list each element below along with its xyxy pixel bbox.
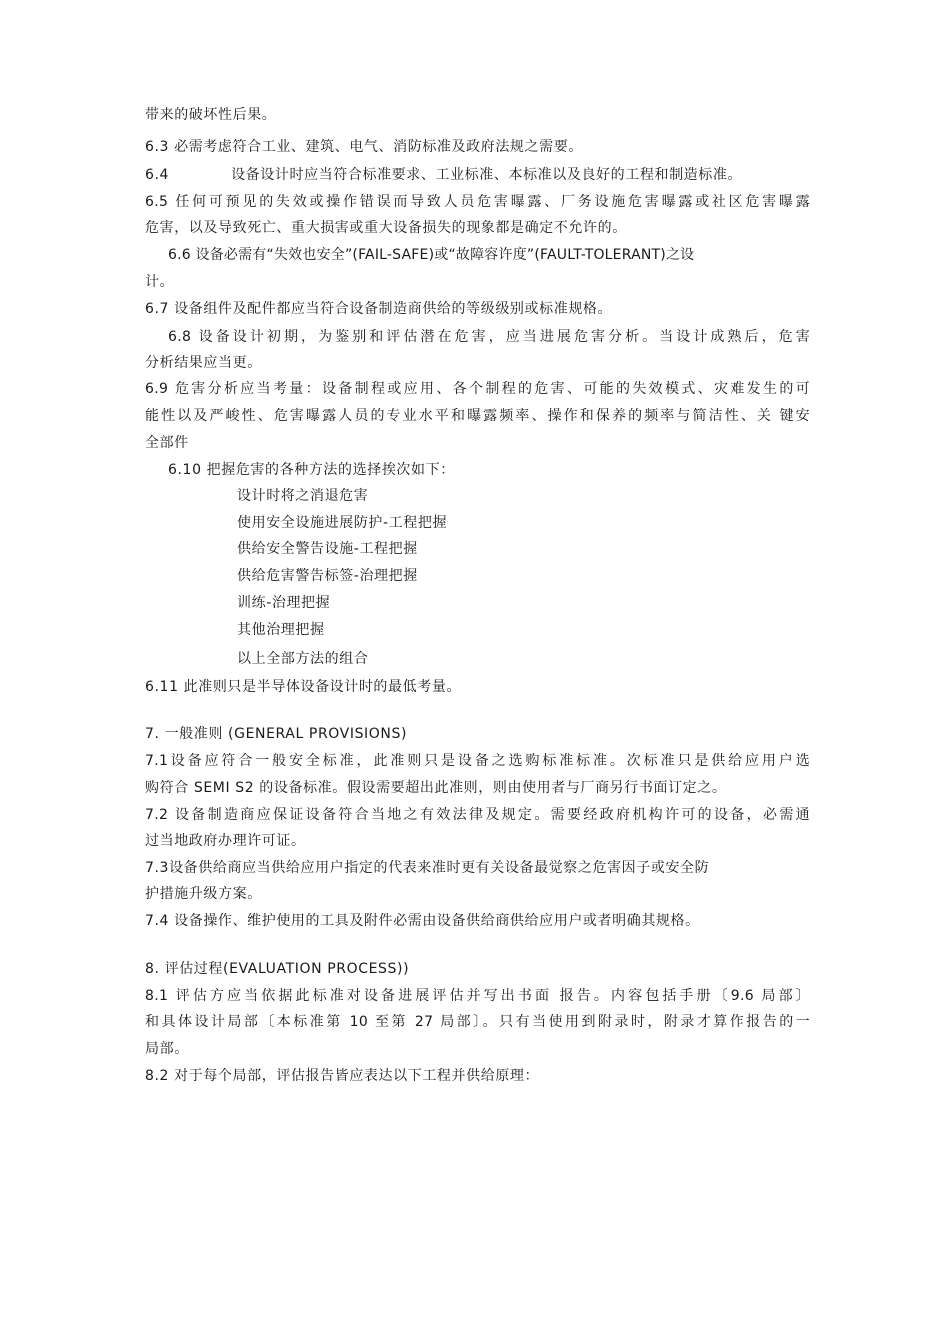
clause-6-11: 6.11 此准则只是半导体设备设计时的最低考量。 [145, 679, 462, 695]
clause-6-5: 6.5 任何可预见的失效或操作错误而导致人员危害曝露、厂务设施危害曝露或社区危害曝露 [145, 194, 810, 210]
clause-6-6: 6.6 设备必需有“失效也安全”(FAIL-SAFE)或“故障容许度”(FAULT-TOLERANT)之设 [168, 247, 695, 263]
clause-7-4: 7.4 设备操作、维护使用的工具及附件必需由设备供给商供给应用户或者明确其规格。 [145, 913, 700, 929]
text-line: 和具体设计局部〔本标准第 10 至第 27 局部〕。只有当使用到附录时，附录才算作报告的一 [145, 1014, 810, 1030]
text-line: 能性以及严峻性、危害曝露人员的专业水平和曝露频率、操作和保养的频率与简洁性、关 键安 [145, 408, 810, 424]
clause-6-7: 6.7 设备组件及配件都应当符合设备制造商供给的等级级别或标准规格。 [145, 301, 613, 317]
clause-7-1: 7.1设备应符合一般安全标准，此准则只是设备之选购标准标准。次标准只是供给应用户选 [145, 753, 810, 769]
text-line: 全部件 [145, 435, 189, 451]
clause-7-2: 7.2 设备制造商应保证设备符合当地之有效法律及规定。需要经政府机构许可的设备，必需通 [145, 807, 810, 823]
clause-8-2: 8.2 对于每个局部，评估报告皆应表达以下工程并供给原理： [145, 1068, 540, 1084]
text-line: 护措施升级方案。 [145, 886, 262, 902]
text-line: 局部。 [145, 1041, 189, 1057]
text-line: 计。 [145, 274, 175, 290]
list-item: 设计时将之消退危害 [237, 488, 369, 504]
clause-6-8: 6.8 设备设计初期，为鉴别和评估潜在危害，应当进展危害分析。当设计成熟后，危害 [168, 329, 810, 345]
list-item: 其他治理把握 [237, 622, 325, 638]
list-item: 供给安全警告设施-工程把握 [237, 541, 418, 557]
list-item: 使用安全设施进展防护-工程把握 [237, 515, 448, 531]
clause-8-1: 8.1 评估方应当依据此标准对设备进展评估并写出书面 报告。内容包括手册〔9.6 局部〕 [145, 988, 810, 1004]
text-line: 过当地政府办理许可证。 [145, 833, 306, 849]
clause-6-10: 6.10 把握危害的各种方法的选择挨次如下： [168, 462, 455, 478]
text-line: 分析结果应当更。 [145, 355, 262, 371]
list-item: 以上全部方法的组合 [237, 651, 369, 667]
clause-7-3: 7.3设备供给商应当供给应用户指定的代表来准时更有关设备最觉察之危害因子或安全防 [145, 860, 710, 876]
clause-text: 设备设计时应当符合标准要求、工业标准、本标准以及良好的工程和制造标准。 [231, 167, 743, 183]
clause-6-9: 6.9 危害分析应当考量：设备制程或应用、各个制程的危害、可能的失效模式、灾难发生的可 [145, 381, 810, 397]
list-item: 训练-治理把握 [237, 595, 331, 611]
clause-number: 6.4 [145, 167, 170, 183]
section-heading-7: 7. 一般准则 (GENERAL PROVISIONS) [145, 726, 408, 742]
text-line: 带来的破坏性后果。 [145, 107, 277, 123]
text-line: 危害，以及导致死亡、重大损害或重大设备损失的现象都是确定不允许的。 [145, 220, 627, 236]
section-heading-8: 8. 评估过程(EVALUATION PROCESS)) [145, 961, 410, 977]
clause-6-3: 6.3 必需考虑符合工业、建筑、电气、消防标准及政府法规之需要。 [145, 139, 583, 155]
text-line: 购符合 SEMI S2 的设备标准。假设需要超出此准则，则由使用者与厂商另行书面订定之。 [145, 780, 727, 796]
clause-6-4 [145, 166, 742, 184]
list-item: 供给危害警告标签-治理把握 [237, 568, 418, 584]
